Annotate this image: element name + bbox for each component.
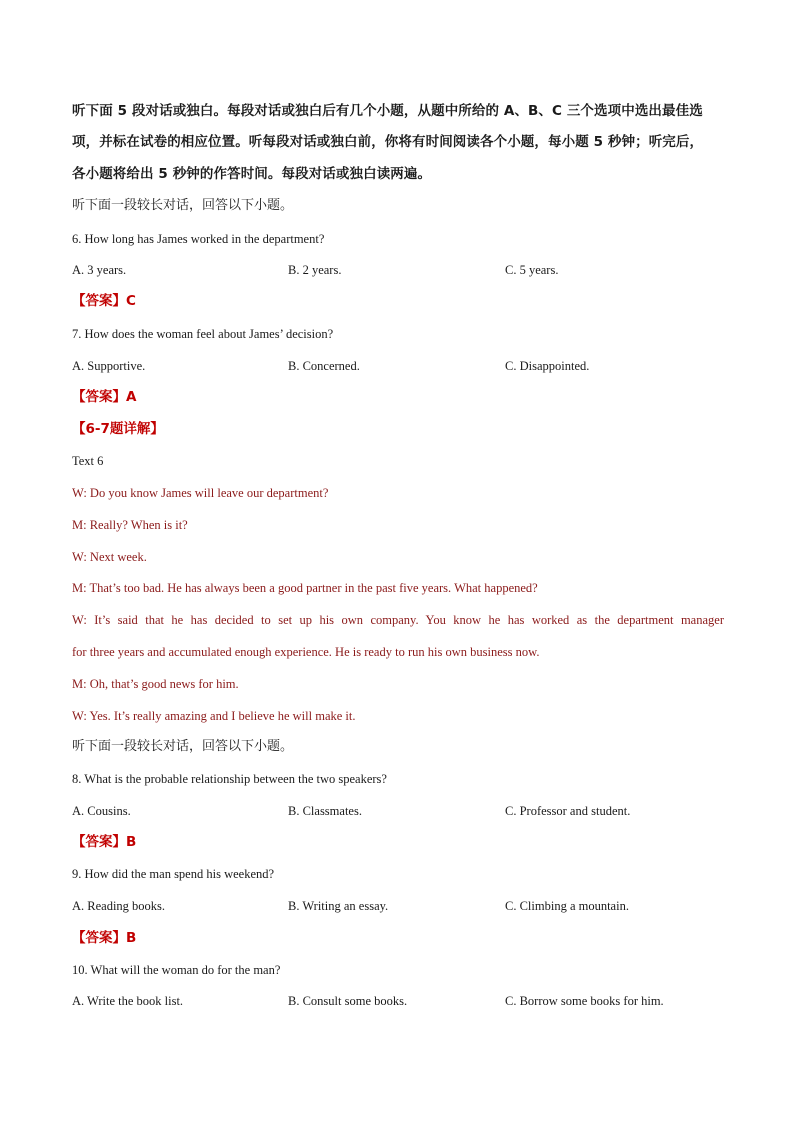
question-9: 9. How did the man spend his weekend?	[72, 867, 275, 881]
dialog-line: M: Oh, that’s good news for him.	[72, 677, 239, 691]
answer-6: 【答案】C	[72, 293, 136, 309]
dialog-line: W: Do you know James will leave our department?	[72, 486, 329, 500]
option-c: C. Disappointed.	[505, 359, 590, 373]
answer-8: 【答案】B	[72, 834, 137, 850]
option-b: B. Consult some books.	[288, 994, 408, 1008]
option-c: C. Professor and student.	[505, 804, 631, 818]
instruction-line-2: 项，并标在试卷的相应位置。听每段对话或独白前，你将有时间阅读各个小题，每小题 5 秒钟；听完后，	[72, 134, 704, 150]
question-8: 8. What is the probable relationship between the two speakers?	[72, 772, 387, 786]
answer-9: 【答案】B	[72, 930, 137, 946]
option-c: C. 5 years.	[505, 263, 559, 277]
option-b: B. 2 years.	[288, 263, 342, 277]
option-a: A. Cousins.	[72, 804, 131, 818]
dialog-line: M: Really? When is it?	[72, 518, 188, 532]
option-b: B. Concerned.	[288, 359, 360, 373]
dialog-line: W: It’s said that he has decided to set up his own company. You know he has worked as the department manager	[72, 613, 724, 627]
dialog-line: W: Yes. It’s really amazing and I believe he will make it.	[72, 709, 356, 723]
dialog-line: M: That’s too bad. He has always been a good partner in the past five years. What happened?	[72, 581, 538, 595]
option-c: C. Borrow some books for him.	[505, 994, 664, 1008]
option-b: B. Classmates.	[288, 804, 362, 818]
instruction-line-1: 听下面 5 段对话或独白。每段对话或独白后有几个小题，从题中所给的 A、B、C 三个选项中选出最佳选	[72, 103, 703, 119]
section-1-intro: 听下面一段较长对话，回答以下小题。	[72, 198, 294, 213]
dialog-line: for three years and accumulated enough experience. He is ready to run his own business now.	[72, 645, 540, 659]
text-label: Text 6	[72, 454, 104, 468]
option-c: C. Climbing a mountain.	[505, 899, 629, 913]
question-7: 7. How does the woman feel about James’ decision?	[72, 327, 334, 341]
instruction-line-3: 各小题将给出 5 秒钟的作答时间。每段对话或独白读两遍。	[72, 166, 432, 182]
option-a: A. 3 years.	[72, 263, 127, 277]
question-6: 6. How long has James worked in the department?	[72, 232, 325, 246]
question-10: 10. What will the woman do for the man?	[72, 963, 281, 977]
option-a: A. Supportive.	[72, 359, 146, 373]
answer-7: 【答案】A	[72, 389, 137, 405]
section-2-intro: 听下面一段较长对话，回答以下小题。	[72, 739, 294, 754]
detail-header: 【6-7题详解】	[72, 421, 164, 437]
dialog-line: W: Next week.	[72, 550, 147, 564]
option-b: B. Writing an essay.	[288, 899, 389, 913]
option-a: A. Reading books.	[72, 899, 166, 913]
option-a: A. Write the book list.	[72, 994, 184, 1008]
